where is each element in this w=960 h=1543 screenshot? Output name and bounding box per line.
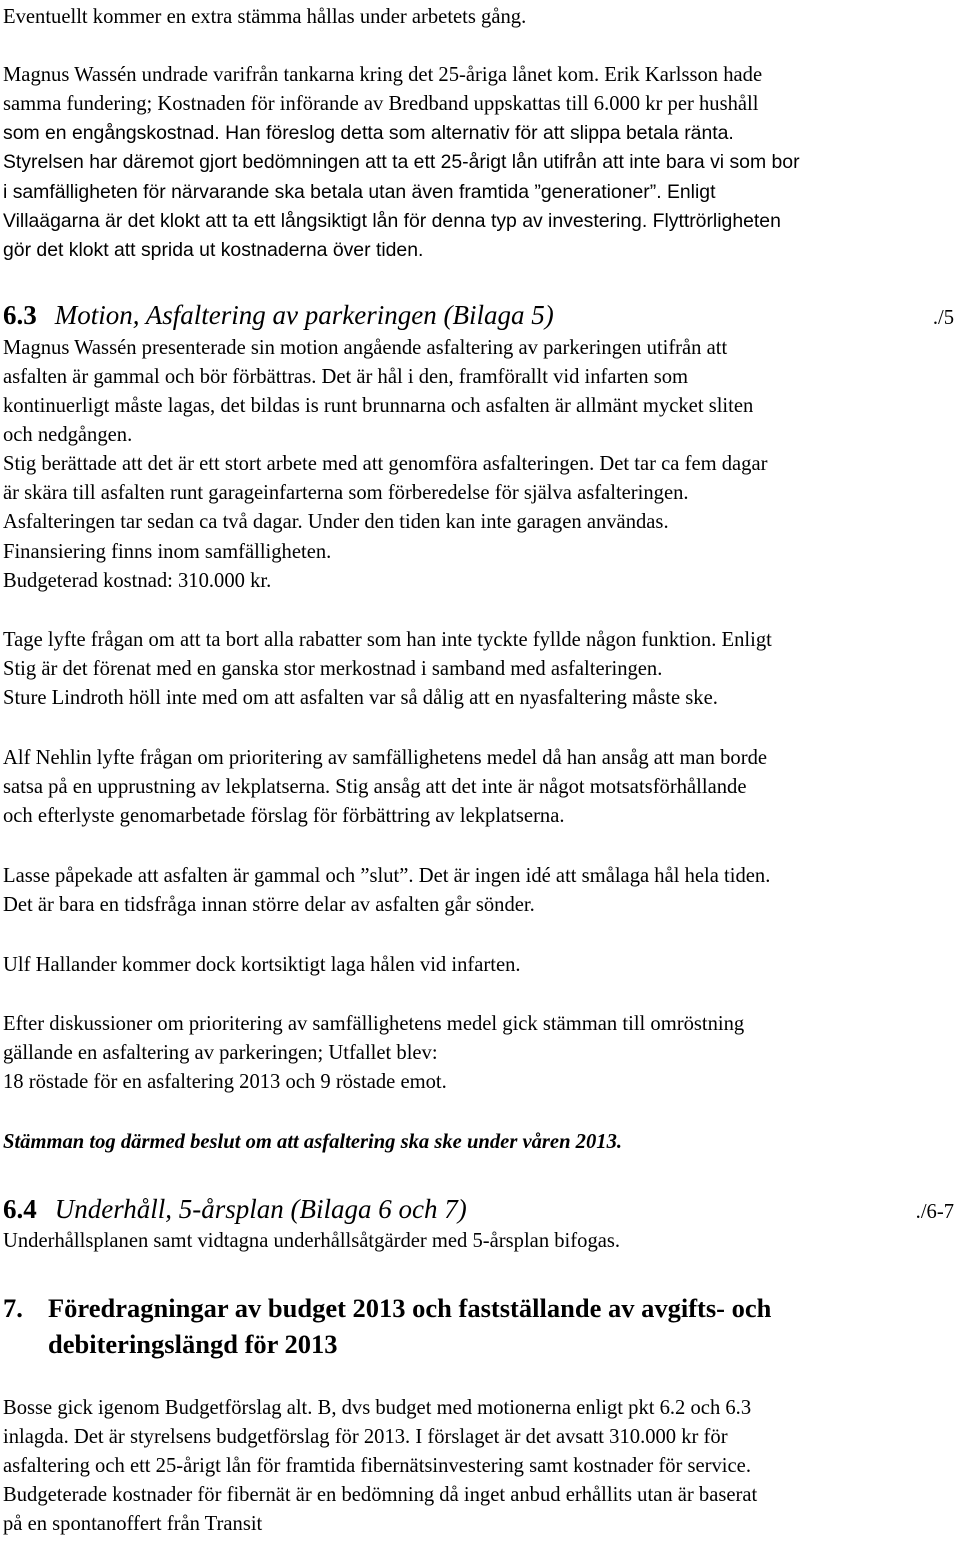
text-line: Det är bara en tidsfråga innan större delar av asfalten går sönder.	[3, 894, 535, 916]
text-line: Sture Lindroth höll inte med om att asfalten var så dålig att en nyasfaltering måste ske.	[3, 687, 718, 709]
text-line: 18 röstade för en asfaltering 2013 och 9 röstade emot.	[3, 1071, 447, 1093]
text-line: Underhållsplanen samt vidtagna underhållsåtgärder med 5-årsplan bifogas.	[3, 1230, 621, 1252]
section-number: 6.4	[3, 1194, 37, 1224]
decision-text: Stämman tog därmed beslut om att asfaltering ska ske under våren 2013.	[3, 1131, 623, 1153]
text-line: Eventuellt kommer en extra stämma hållas under arbetets gång.	[3, 6, 527, 28]
section-number: 6.3	[3, 300, 37, 330]
attachment-ref: ./6-7	[915, 1201, 954, 1223]
text-line: Asfalteringen tar sedan ca två dagar. Under den tiden kan inte garagen användas.	[3, 511, 669, 533]
text-line: och efterlyste genomarbetade förslag för förbättring av lekplatserna.	[3, 805, 565, 827]
text-line: inlagda. Det är styrelsens budgetförslag för 2013. I förslaget är det avsatt 310.000 kr för	[3, 1426, 728, 1448]
text-line: Stig berättade att det är ett stort arbete med att genomföra asfalteringen. Det tar ca fem dagar	[3, 453, 768, 475]
section-title: Underhåll, 5-årsplan (Bilaga 6 och 7)	[54, 1194, 467, 1224]
text-line: asfaltering och ett 25-årigt lån för framtida fibernätsinvestering samt kostnader för service.	[3, 1455, 751, 1477]
text-line: Finansiering finns inom samfälligheten.	[3, 541, 332, 563]
text-line: Magnus Wassén undrade varifrån tankarna kring det 25-åriga lånet kom. Erik Karlsson hade	[3, 64, 763, 86]
text-line: i samfälligheten för närvarande ska betala utan även framtida ”generationer”. Enligt	[3, 181, 716, 203]
text-line: Budgeterad kostnad: 310.000 kr.	[3, 570, 272, 592]
text-line: som en engångskostnad. Han föreslog detta som alternativ för att slippa betala ränta.	[3, 122, 734, 144]
section-number: 7.	[3, 1293, 23, 1323]
text-line: samma fundering; Kostnaden för införande av Bredband uppskattas till 6.000 kr per hushåll	[3, 93, 759, 115]
section-heading-6-4	[3, 1193, 467, 1225]
text-line: Efter diskussioner om prioritering av samfällighetens medel gick stämman till omröstning	[3, 1013, 745, 1035]
attachment-ref: ./5	[932, 307, 954, 329]
text-line: Ulf Hallander kommer dock kortsiktigt laga hålen vid infarten.	[3, 954, 521, 976]
text-line: satsa på en upprustning av lekplatserna. Stig ansåg att det inte är något motsatsförhållande	[3, 776, 747, 798]
text-line: och nedgången.	[3, 424, 133, 446]
text-line: kontinuerligt måste lagas, det bildas is runt brunnarna och asfalten är allmänt mycket sliten	[3, 395, 754, 417]
text-line: gällande en asfaltering av parkeringen; Utfallet blev:	[3, 1042, 438, 1064]
section-heading-7	[3, 1291, 943, 1363]
text-line: Lasse påpekade att asfalten är gammal och ”slut”. Det är ingen idé att smålaga hål hela tiden.	[3, 865, 771, 887]
text-line: asfalten är gammal och bör förbättras. Det är hål i den, framförallt vid infarten som	[3, 366, 689, 388]
text-line: Villaägarna är det klokt att ta ett långsiktigt lån för denna typ av investering. Flyttrörligheten	[3, 210, 781, 232]
section-title-line: debiteringslängd för 2013	[48, 1329, 338, 1359]
text-line: Magnus Wassén presenterade sin motion angående asfaltering av parkeringen utifrån att	[3, 337, 728, 359]
text-line: Alf Nehlin lyfte frågan om prioritering av samfällighetens medel då han ansåg att man borde	[3, 747, 767, 769]
text-line: Tage lyfte frågan om att ta bort alla rabatter som han inte tyckte fyllde någon funktion. Enligt	[3, 629, 772, 651]
text-line: Styrelsen har däremot gjort bedömningen att ta ett 25-årigt lån utifrån att inte bara vi som bor	[3, 151, 800, 173]
text-line: på en spontanoffert från Transit	[3, 1513, 263, 1535]
section-title: Motion, Asfaltering av parkeringen (Bilaga 5)	[54, 300, 554, 330]
text-line: Budgeterade kostnader för fibernät är en bedömning då inget anbud erhållits utan är baserat	[3, 1484, 758, 1506]
section-heading-6-3	[3, 299, 554, 331]
text-line: Bosse gick igenom Budgetförslag alt. B, dvs budget med motionerna enligt pkt 6.2 och 6.3	[3, 1397, 752, 1419]
text-line: är skära till asfalten runt garageinfarterna som förberedelse för själva asfalteringen.	[3, 482, 689, 504]
text-line: gör det klokt att sprida ut kostnaderna över tiden.	[3, 239, 424, 261]
text-line: Stig är det förenat med en ganska stor merkostnad i samband med asfalteringen.	[3, 658, 663, 680]
section-title-line: Föredragningar av budget 2013 och fastställande av avgifts- och	[48, 1293, 772, 1323]
